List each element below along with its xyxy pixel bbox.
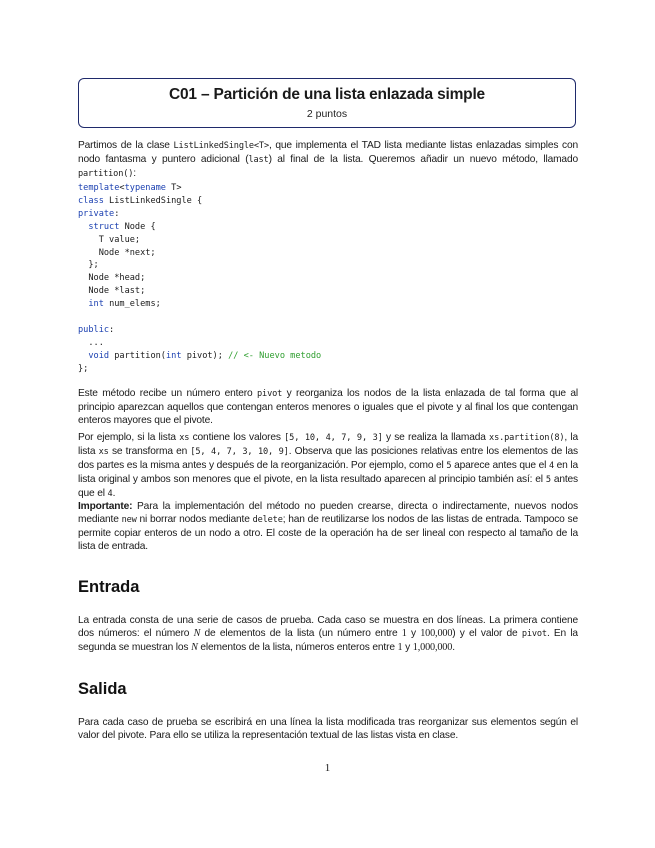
page-number: 1 [324,762,331,774]
salida-paragraph: Para cada caso de prueba se escribirá en una línea la lista modificada tras reorganizar sus elementos según el valor del pivote. Para ello se utiliza la representación textual de las listas vista en clase. [78,717,578,741]
description-paragraph: Este método recibe un número entero pivot y reorganiza los nodos de la lista enlazada de tal forma que al principio aparezcan aquellos que contengan enteros menores o iguales que el pivote y al final los que contengan enteros mayores que el pivote. [78,388,578,426]
title-box [78,78,576,128]
intro-paragraph: Partimos de la clase ListLinkedSingle<T>, que implementa el TAD lista mediante listas enlazadas simples con nodo fantasma y puntero adicional (last) al final de la lista. Queremos añadir un nuevo método, llamado partition(): [78,140,578,179]
entrada-paragraph: La entrada consta de una serie de casos de prueba. Cada caso se muestra en dos líneas. La primera contiene dos números: el número N de elementos de la lista (un número entre 1 y 100,000) y el valor de pivot. En la segunda se muestran los N elementos de la lista, números enteros entre 1 y 1,000,000. [78,615,578,653]
points-subtitle: 2 puntos [306,108,348,120]
salida-heading: Salida [78,680,127,698]
code-block: template<typename T> class ListLinkedSingle { private: struct Node { T value; Node *next; }; Node *head; Node *last; int num_elems; public: ... void partition(int pivot); // <- Nuevo metodo }; [78,183,322,374]
page-title: C01 – Partición de una lista enlazada simple [169,86,485,103]
entrada-heading: Entrada [78,578,140,596]
important-paragraph: Importante: Para la implementación del método no pueden crearse, directa o indirectamente, nuevos nodos mediante new ni borrar nodos mediante delete; han de reutilizarse los nodos de las listas de entrada. Tampoco se permite copiar enteros de un nodo a otro. El coste de la operación ha de ser lineal con respecto al tamaño de la lista de entrada. [78,501,579,552]
example-paragraph: Por ejemplo, si la lista xs contiene los valores [5, 10, 4, 7, 9, 3] y se realiza la llamada xs.partition(8), la lista xs se transforma en [5, 4, 7, 3, 10, 9]. Observa que las posiciones relativas entre los elementos de las dos partes es la misma antes y después de la reorganización. Por ejemplo, como el 5 aparece antes que el 4 en la lista original y ambos son menores que el pivote, en la lista resultado aparecen al principio también así: el 5 antes que el 4. [78,432,579,499]
